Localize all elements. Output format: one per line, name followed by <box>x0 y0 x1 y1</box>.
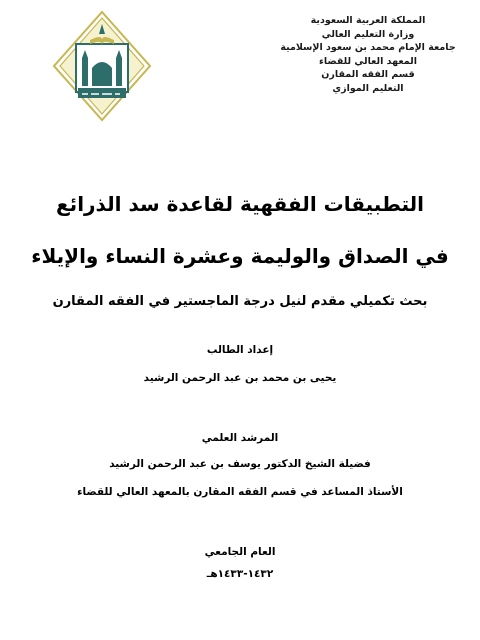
student-name: يحيى بن محمد بن عبد الرحمن الرشيد <box>143 372 337 384</box>
advisor-label: المرشد العلمي <box>201 432 279 444</box>
advisor-name: فضيلة الشيخ الدكتور يوسف بن عبد الرحمن الرشيد <box>109 458 371 470</box>
thesis-title-line-1: التطبيقات الفقهية لقاعدة سد الذرائع <box>56 192 424 216</box>
ministry-name: وزارة التعليم العالي <box>321 28 415 40</box>
advisor-position: الأستاذ المساعد في قسم الفقه المقارن بالمعهد العالي للقضاء <box>77 486 403 498</box>
program-name: التعليم الموازي <box>332 82 404 94</box>
country-name: المملكة العربية السعودية <box>310 15 426 26</box>
institute-name: المعهد العالي للقضاء <box>319 55 417 67</box>
imam-university-logo-icon <box>52 10 152 122</box>
student-label: إعداد الطالب <box>206 344 274 356</box>
department-name: قسم الفقه المقارن <box>321 69 415 80</box>
academic-year-value: ١٤٣٢-١٤٣٣هـ <box>206 568 274 580</box>
university-logo <box>52 10 152 122</box>
thesis-subtitle: بحث تكميلي مقدم لنيل درجة الماجستير في الفقه المقارن <box>52 294 428 309</box>
institution-header <box>268 14 468 95</box>
thesis-title-line-2: في الصداق والوليمة وعشرة النساء والإيلاء <box>31 244 449 268</box>
academic-year-label: العام الجامعي <box>204 546 276 558</box>
university-name: جامعة الإمام محمد بن سعود الإسلامية <box>280 42 456 53</box>
